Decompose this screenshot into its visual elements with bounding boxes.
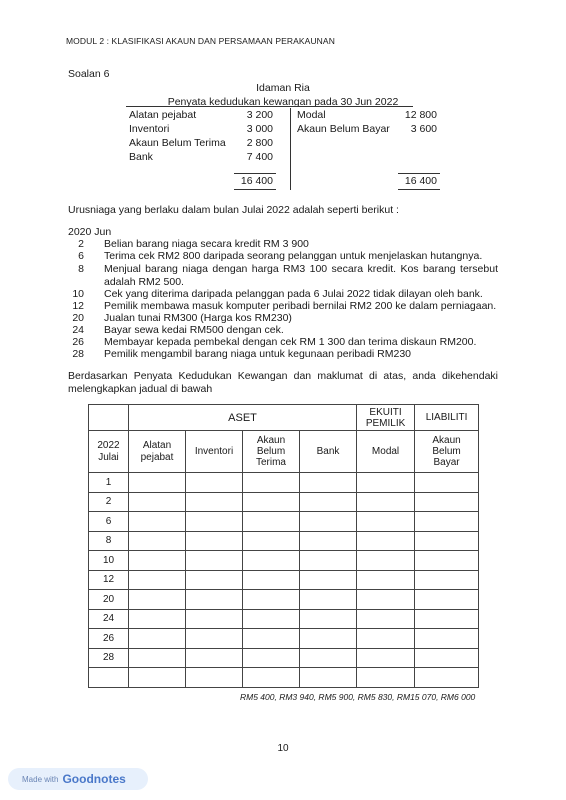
column-header-date: 2022 Julai [89, 431, 129, 473]
answer-cell[interactable] [300, 473, 357, 493]
answer-cell[interactable] [243, 590, 300, 610]
answer-cell[interactable] [186, 473, 243, 493]
answer-cell[interactable] [357, 590, 415, 610]
answer-cell[interactable] [300, 551, 357, 571]
claim-name: Modal [297, 109, 326, 121]
answer-cell[interactable] [300, 570, 357, 590]
answer-cell[interactable] [357, 512, 415, 532]
total-left: 16 400 [240, 175, 273, 187]
transaction-text: Pemilik membawa masuk komputer peribadi bernilai RM2 200 ke dalam perniagaan. [104, 300, 497, 312]
transaction-day: 28 [72, 348, 84, 360]
transaction-text: Jualan tunai RM300 (Harga kos RM230) [104, 312, 292, 324]
row-date-cell: 12 [89, 570, 129, 590]
transaction-day: 10 [72, 288, 84, 300]
transaction-day: 6 [78, 250, 84, 262]
row-date-cell: 20 [89, 590, 129, 610]
answer-cell[interactable] [357, 570, 415, 590]
answer-cell[interactable] [186, 531, 243, 551]
answer-cell[interactable] [300, 531, 357, 551]
row-date-cell: 24 [89, 609, 129, 629]
column-header-alatan: Alatan pejabat [129, 431, 186, 473]
column-header-abb: Akaun Belum Bayar [415, 431, 479, 473]
answer-cell[interactable] [357, 531, 415, 551]
company-name: Idaman Ria [256, 82, 310, 94]
transaction-day: 2 [78, 238, 84, 250]
asset-amount: 7 400 [246, 151, 273, 163]
answer-cell[interactable] [300, 629, 357, 649]
year-heading: 2020 Jun [68, 226, 112, 238]
transaction-text: Terima cek RM2 800 daripada seorang pelanggan untuk menjelaskan hutangnya. [104, 250, 483, 262]
transaction-text: Membayar kepada pembekal dengan cek RM 1 300 dan terima diskaun RM200. [104, 336, 477, 348]
asset-amount: 3 200 [246, 109, 273, 121]
answer-cell[interactable] [415, 492, 479, 512]
balance-sheet-top-rule [126, 106, 413, 107]
column-header-inventori: Inventori [186, 431, 243, 473]
table-row [89, 590, 479, 610]
answer-cell[interactable] [300, 648, 357, 668]
answer-cell[interactable] [186, 551, 243, 571]
answer-cell[interactable] [243, 551, 300, 571]
answer-cell[interactable] [243, 570, 300, 590]
group-header-liabiliti: LIABILITI [415, 405, 479, 431]
table-row [89, 570, 479, 590]
answer-cell[interactable] [186, 492, 243, 512]
transaction-day: 20 [72, 312, 84, 324]
answer-cell[interactable] [129, 473, 186, 493]
answer-cell[interactable] [129, 648, 186, 668]
claim-amount: 3 600 [410, 123, 437, 135]
answer-cell[interactable] [129, 492, 186, 512]
badge-prefix: Made with [22, 774, 59, 784]
asset-name: Alatan pejabat [129, 109, 197, 121]
answer-cell[interactable] [300, 668, 357, 688]
answer-cell[interactable] [357, 492, 415, 512]
answer-cell[interactable] [186, 629, 243, 649]
page-number: 10 [277, 743, 289, 754]
answer-cell[interactable] [415, 570, 479, 590]
row-date-cell: 2 [89, 492, 129, 512]
asset-name: Bank [129, 151, 153, 163]
balance-sheet-divider [290, 108, 291, 190]
answer-cell[interactable] [415, 648, 479, 668]
table-row [89, 473, 479, 493]
transaction-day: 24 [72, 324, 84, 336]
answer-cell[interactable] [186, 668, 243, 688]
transaction-day: 12 [72, 300, 84, 312]
column-header-modal: Modal [357, 431, 415, 473]
answer-cell[interactable] [357, 473, 415, 493]
instruction-text: Berdasarkan Penyata Kedudukan Kewangan dan maklumat di atas, anda dikehendaki melengkapkan jadual di bawah [68, 370, 498, 395]
answer-cell[interactable] [186, 590, 243, 610]
table-row [89, 629, 479, 649]
column-header-bank: Bank [300, 431, 357, 473]
table-row [89, 648, 479, 668]
answer-cell[interactable] [243, 512, 300, 532]
answer-cell[interactable] [415, 512, 479, 532]
badge-brand: Goodnotes [62, 772, 126, 786]
transaction-text: Bayar sewa kedai RM500 dengan cek. [104, 324, 284, 336]
transaction-text: Cek yang diterima daripada pelanggan pada 6 Julai 2022 tidak dilayan oleh bank. [104, 288, 483, 300]
table-row [89, 609, 479, 629]
transaction-text: Belian barang niaga secara kredit RM 3 900 [104, 238, 309, 250]
answer-cell[interactable] [243, 531, 300, 551]
answer-cell[interactable] [243, 609, 300, 629]
answer-cell[interactable] [357, 648, 415, 668]
answer-cell[interactable] [129, 570, 186, 590]
answer-cell[interactable] [415, 609, 479, 629]
row-date-cell: 26 [89, 629, 129, 649]
answer-hints: RM5 400, RM3 940, RM5 900, RM5 830, RM15 070, RM6 000 [240, 692, 476, 702]
answer-cell[interactable] [243, 629, 300, 649]
answer-cell[interactable] [357, 609, 415, 629]
asset-name: Inventori [129, 123, 170, 135]
question-label: Soalan 6 [68, 68, 110, 80]
answer-cell[interactable] [357, 668, 415, 688]
answer-cell[interactable] [243, 668, 300, 688]
answer-cell[interactable] [415, 473, 479, 493]
answer-cell[interactable] [415, 531, 479, 551]
table-row [89, 512, 479, 532]
group-header-ekuiti: EKUITI PEMILIK [357, 405, 415, 431]
row-date-cell: 10 [89, 551, 129, 571]
answer-cell[interactable] [186, 648, 243, 668]
answer-cell[interactable] [129, 629, 186, 649]
answer-cell[interactable] [186, 570, 243, 590]
row-date-cell: 6 [89, 512, 129, 532]
answer-cell[interactable] [300, 512, 357, 532]
transaction-day: 26 [72, 336, 84, 348]
transaction-text: Pemilik mengambil barang niaga untuk kegunaan peribadi RM230 [104, 348, 412, 360]
intro-text: Urusniaga yang berlaku dalam bulan Julai 2022 adalah seperti berikut : [68, 204, 399, 216]
asset-amount: 3 000 [246, 123, 273, 135]
answer-cell[interactable] [243, 473, 300, 493]
answer-cell[interactable] [186, 609, 243, 629]
goodnotes-badge [8, 768, 148, 790]
claim-amount: 12 800 [404, 109, 437, 121]
answer-cell[interactable] [415, 590, 479, 610]
answer-cell[interactable] [415, 629, 479, 649]
answer-cell[interactable] [357, 551, 415, 571]
transaction-day: 8 [78, 263, 84, 275]
answer-cell[interactable] [415, 551, 479, 571]
worksheet-table [88, 404, 479, 688]
module-header: MODUL 2 : KLASIFIKASI AKAUN DAN PERSAMAAN PERAKAUNAN [66, 36, 335, 46]
column-header-abt: Akaun Belum Terima [243, 431, 300, 473]
answer-cell[interactable] [129, 590, 186, 610]
claim-name: Akaun Belum Bayar [297, 123, 390, 135]
table-body [89, 473, 479, 688]
answer-cell[interactable] [129, 668, 186, 688]
transaction-text: Menjual barang niaga dengan harga RM3 100 secara kredit. Kos barang tersebut adalah RM2 500. [104, 263, 498, 288]
total-underline-right [398, 189, 440, 190]
answer-cell[interactable] [129, 531, 186, 551]
answer-cell[interactable] [357, 629, 415, 649]
group-header-aset: ASET [129, 405, 357, 431]
table-row [89, 492, 479, 512]
asset-amount: 2 800 [246, 137, 273, 149]
table-row [89, 668, 479, 688]
answer-cell[interactable] [300, 590, 357, 610]
answer-cell[interactable] [415, 668, 479, 688]
total-right: 16 400 [404, 175, 437, 187]
table-row [89, 551, 479, 571]
answer-cell[interactable] [300, 609, 357, 629]
table-corner-cell [89, 405, 129, 431]
answer-cell[interactable] [243, 648, 300, 668]
row-date-cell [89, 668, 129, 688]
answer-cell[interactable] [300, 492, 357, 512]
row-date-cell: 8 [89, 531, 129, 551]
answer-cell[interactable] [243, 492, 300, 512]
answer-cell[interactable] [129, 609, 186, 629]
table-row [89, 531, 479, 551]
balance-sheet-title: Penyata kedudukan kewangan pada 30 Jun 2022 [167, 96, 399, 108]
answer-cell[interactable] [129, 512, 186, 532]
answer-cell[interactable] [186, 512, 243, 532]
answer-cell[interactable] [129, 551, 186, 571]
row-date-cell: 28 [89, 648, 129, 668]
row-date-cell: 1 [89, 473, 129, 493]
total-underline-left [234, 189, 276, 190]
asset-name: Akaun Belum Terima [129, 137, 226, 149]
